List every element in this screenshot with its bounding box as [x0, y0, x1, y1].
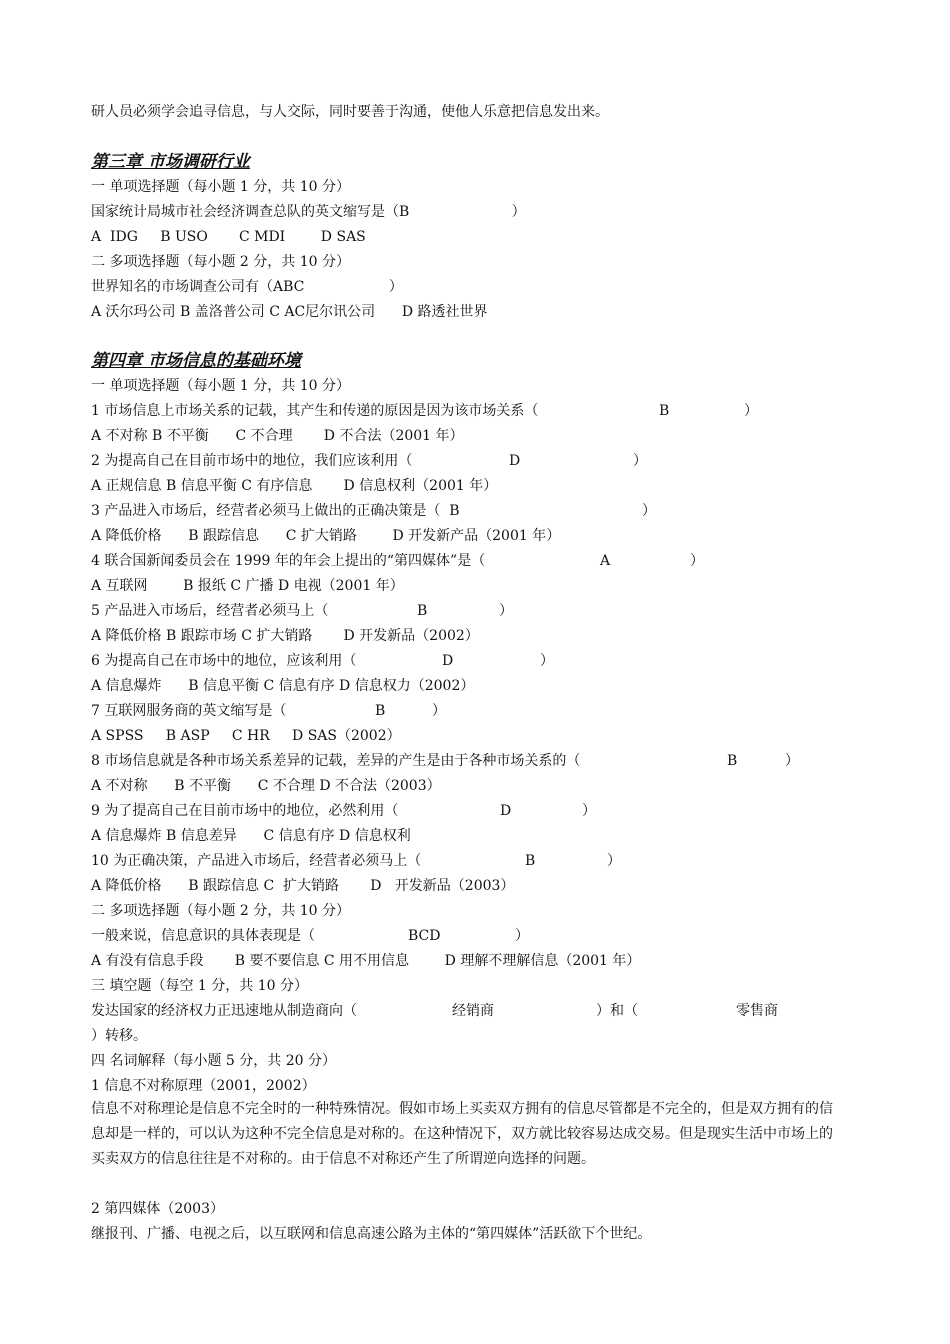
ch4-multi-question-1: 一般来说，信息意识的具体表现是（ — [91, 928, 315, 944]
ch4-term-1-body: 信息不对称理论是信息不完全时的一种特殊情况。假如市场上买卖双方拥有的信息尽管都是不完全的，但是双方拥有的信息却是一样的，可以认为这种不完全信息是对称的。在这种情况下，双方就比较容易达成交易。但是现实生活中市场上的买卖双方的信息往往是不对称的。由于信息不对称还产生了所谓逆向选择的问题。 — [91, 1101, 833, 1167]
ch4-question-6-answer: D — [442, 653, 454, 669]
ch3-question-1: 国家统计局城市社会经济调查总队的英文缩写是（B ） — [91, 204, 526, 220]
ch4-fill-answer-2: 零售商 — [736, 1003, 778, 1019]
chapter4-title: 第四章 市场信息的基础环境 — [91, 351, 301, 371]
chapter3-title: 第三章 市场调研行业 — [91, 152, 250, 172]
ch4-question-1: 1 市场信息上市场关系的记载，其产生和传递的原因是因为该市场关系（ — [91, 403, 539, 419]
ch4-question-7-answer: B — [375, 703, 386, 719]
ch4-multi-question-1-answer: BCD — [408, 928, 441, 944]
ch4-question-10-options: A 降低价格 B 跟踪信息 C 扩大销路 D 开发新品（2003） — [91, 878, 515, 894]
ch4-question-2-answer: D — [509, 453, 521, 469]
ch4-question-3-close: ） — [642, 503, 656, 519]
ch4-question-9: 9 为了提高自己在目前市场中的地位，必然利用（ — [91, 803, 399, 819]
ch4-question-4-answer: A — [600, 553, 611, 569]
ch4-question-9-options: A 信息爆炸 B 信息差异 C 信息有序 D 信息权利 — [91, 828, 411, 844]
ch4-fill-question: 发达国家的经济权力正迅速地从制造商向（ — [91, 1003, 357, 1019]
ch4-question-4-close: ） — [690, 553, 704, 569]
ch4-question-10-close: ） — [607, 853, 621, 869]
ch3-single-header: 一 单项选择题（每小题 1 分，共 10 分） — [91, 179, 350, 195]
ch4-question-5: 5 产品进入市场后，经营者必须马上（ — [91, 603, 329, 619]
ch4-term-2-title: 2 第四媒体（2003） — [91, 1201, 224, 1217]
ch4-question-9-close: ） — [582, 803, 596, 819]
ch3-multi-question-1-options: A 沃尔玛公司 B 盖洛普公司 C AC尼尔讯公司 D 路透社世界 — [91, 304, 488, 320]
ch4-multi-header: 二 多项选择题（每小题 2 分，共 10 分） — [91, 903, 350, 919]
ch4-question-8: 8 市场信息就是各种市场关系差异的记载，差异的产生是由于各种市场关系的（ — [91, 753, 581, 769]
ch4-question-4-options: A 互联网 B 报纸 C 广播 D 电视（2001 年） — [91, 578, 404, 594]
ch4-question-1-answer: B — [659, 403, 670, 419]
ch4-question-6-options: A 信息爆炸 B 信息平衡 C 信息有序 D 信息权力（2002） — [91, 678, 475, 694]
ch4-question-5-options: A 降低价格 B 跟踪市场 C 扩大销路 D 开发新品（2002） — [91, 628, 479, 644]
ch4-fill-middle: ）和（ — [596, 1003, 638, 1019]
ch4-multi-question-1-options: A 有没有信息手段 B 要不要信息 C 用不用信息 D 理解不理解信息（2001 年） — [91, 953, 641, 969]
ch4-question-2-close: ） — [633, 453, 647, 469]
ch4-question-1-close: ） — [744, 403, 758, 419]
ch4-question-10: 10 为正确决策，产品进入市场后，经营者必须马上（ — [91, 853, 422, 869]
ch4-term-1-title: 1 信息不对称原理（2001，2002） — [91, 1078, 316, 1094]
ch4-question-3-options: A 降低价格 B 跟踪信息 C 扩大销路 D 开发新产品（2001 年） — [91, 528, 561, 544]
ch4-question-6: 6 为提高自己在市场中的地位，应该利用（ — [91, 653, 357, 669]
ch3-multi-question-1: 世界知名的市场调查公司有（ABC ） — [91, 279, 403, 295]
ch4-question-5-answer: B — [417, 603, 428, 619]
ch4-fill-end: ）转移。 — [91, 1028, 147, 1044]
ch4-question-3: 3 产品进入市场后，经营者必须马上做出的正确决策是（ B — [91, 503, 460, 519]
ch4-question-10-answer: B — [525, 853, 536, 869]
ch4-question-8-answer: B — [727, 753, 738, 769]
ch4-question-8-close: ） — [785, 753, 799, 769]
ch4-question-4: 4 联合国新闻委员会在 1999 年的年会上提出的“第四媒体”是（ — [91, 553, 486, 569]
ch4-question-1-options: A 不对称 B 不平衡 C 不合理 D 不合法（2001 年） — [91, 428, 464, 444]
ch3-question-1-options: A IDG B USO C MDI D SAS — [91, 229, 366, 245]
ch4-multi-question-1-close: ） — [515, 928, 529, 944]
ch4-question-6-close: ） — [540, 653, 554, 669]
ch4-term-header: 四 名词解释（每小题 5 分，共 20 分） — [91, 1053, 336, 1069]
ch4-single-header: 一 单项选择题（每小题 1 分，共 10 分） — [91, 378, 350, 394]
ch4-question-5-close: ） — [499, 603, 513, 619]
ch4-question-2-options: A 正规信息 B 信息平衡 C 有序信息 D 信息权利（2001 年） — [91, 478, 498, 494]
ch3-multi-header: 二 多项选择题（每小题 2 分，共 10 分） — [91, 254, 350, 270]
ch4-fill-header: 三 填空题（每空 1 分，共 10 分） — [91, 978, 308, 994]
ch4-question-9-answer: D — [500, 803, 512, 819]
intro-line: 研人员必须学会追寻信息，与人交际，同时要善于沟通，使他人乐意把信息发出来。 — [91, 104, 609, 120]
ch4-question-7-close: ） — [432, 703, 446, 719]
ch4-term-2-body: 继报刊、广播、电视之后，以互联网和信息高速公路为主体的“第四媒体”活跃欲下个世纪。 — [91, 1226, 652, 1242]
ch4-question-7: 7 互联网服务商的英文缩写是（ — [91, 703, 287, 719]
ch4-fill-answer-1: 经销商 — [452, 1003, 494, 1019]
ch4-question-8-options: A 不对称 B 不平衡 C 不合理 D 不合法（2003） — [91, 778, 441, 794]
ch4-question-2: 2 为提高自己在目前市场中的地位，我们应该利用（ — [91, 453, 413, 469]
ch4-question-7-options: A SPSS B ASP C HR D SAS（2002） — [91, 728, 401, 744]
